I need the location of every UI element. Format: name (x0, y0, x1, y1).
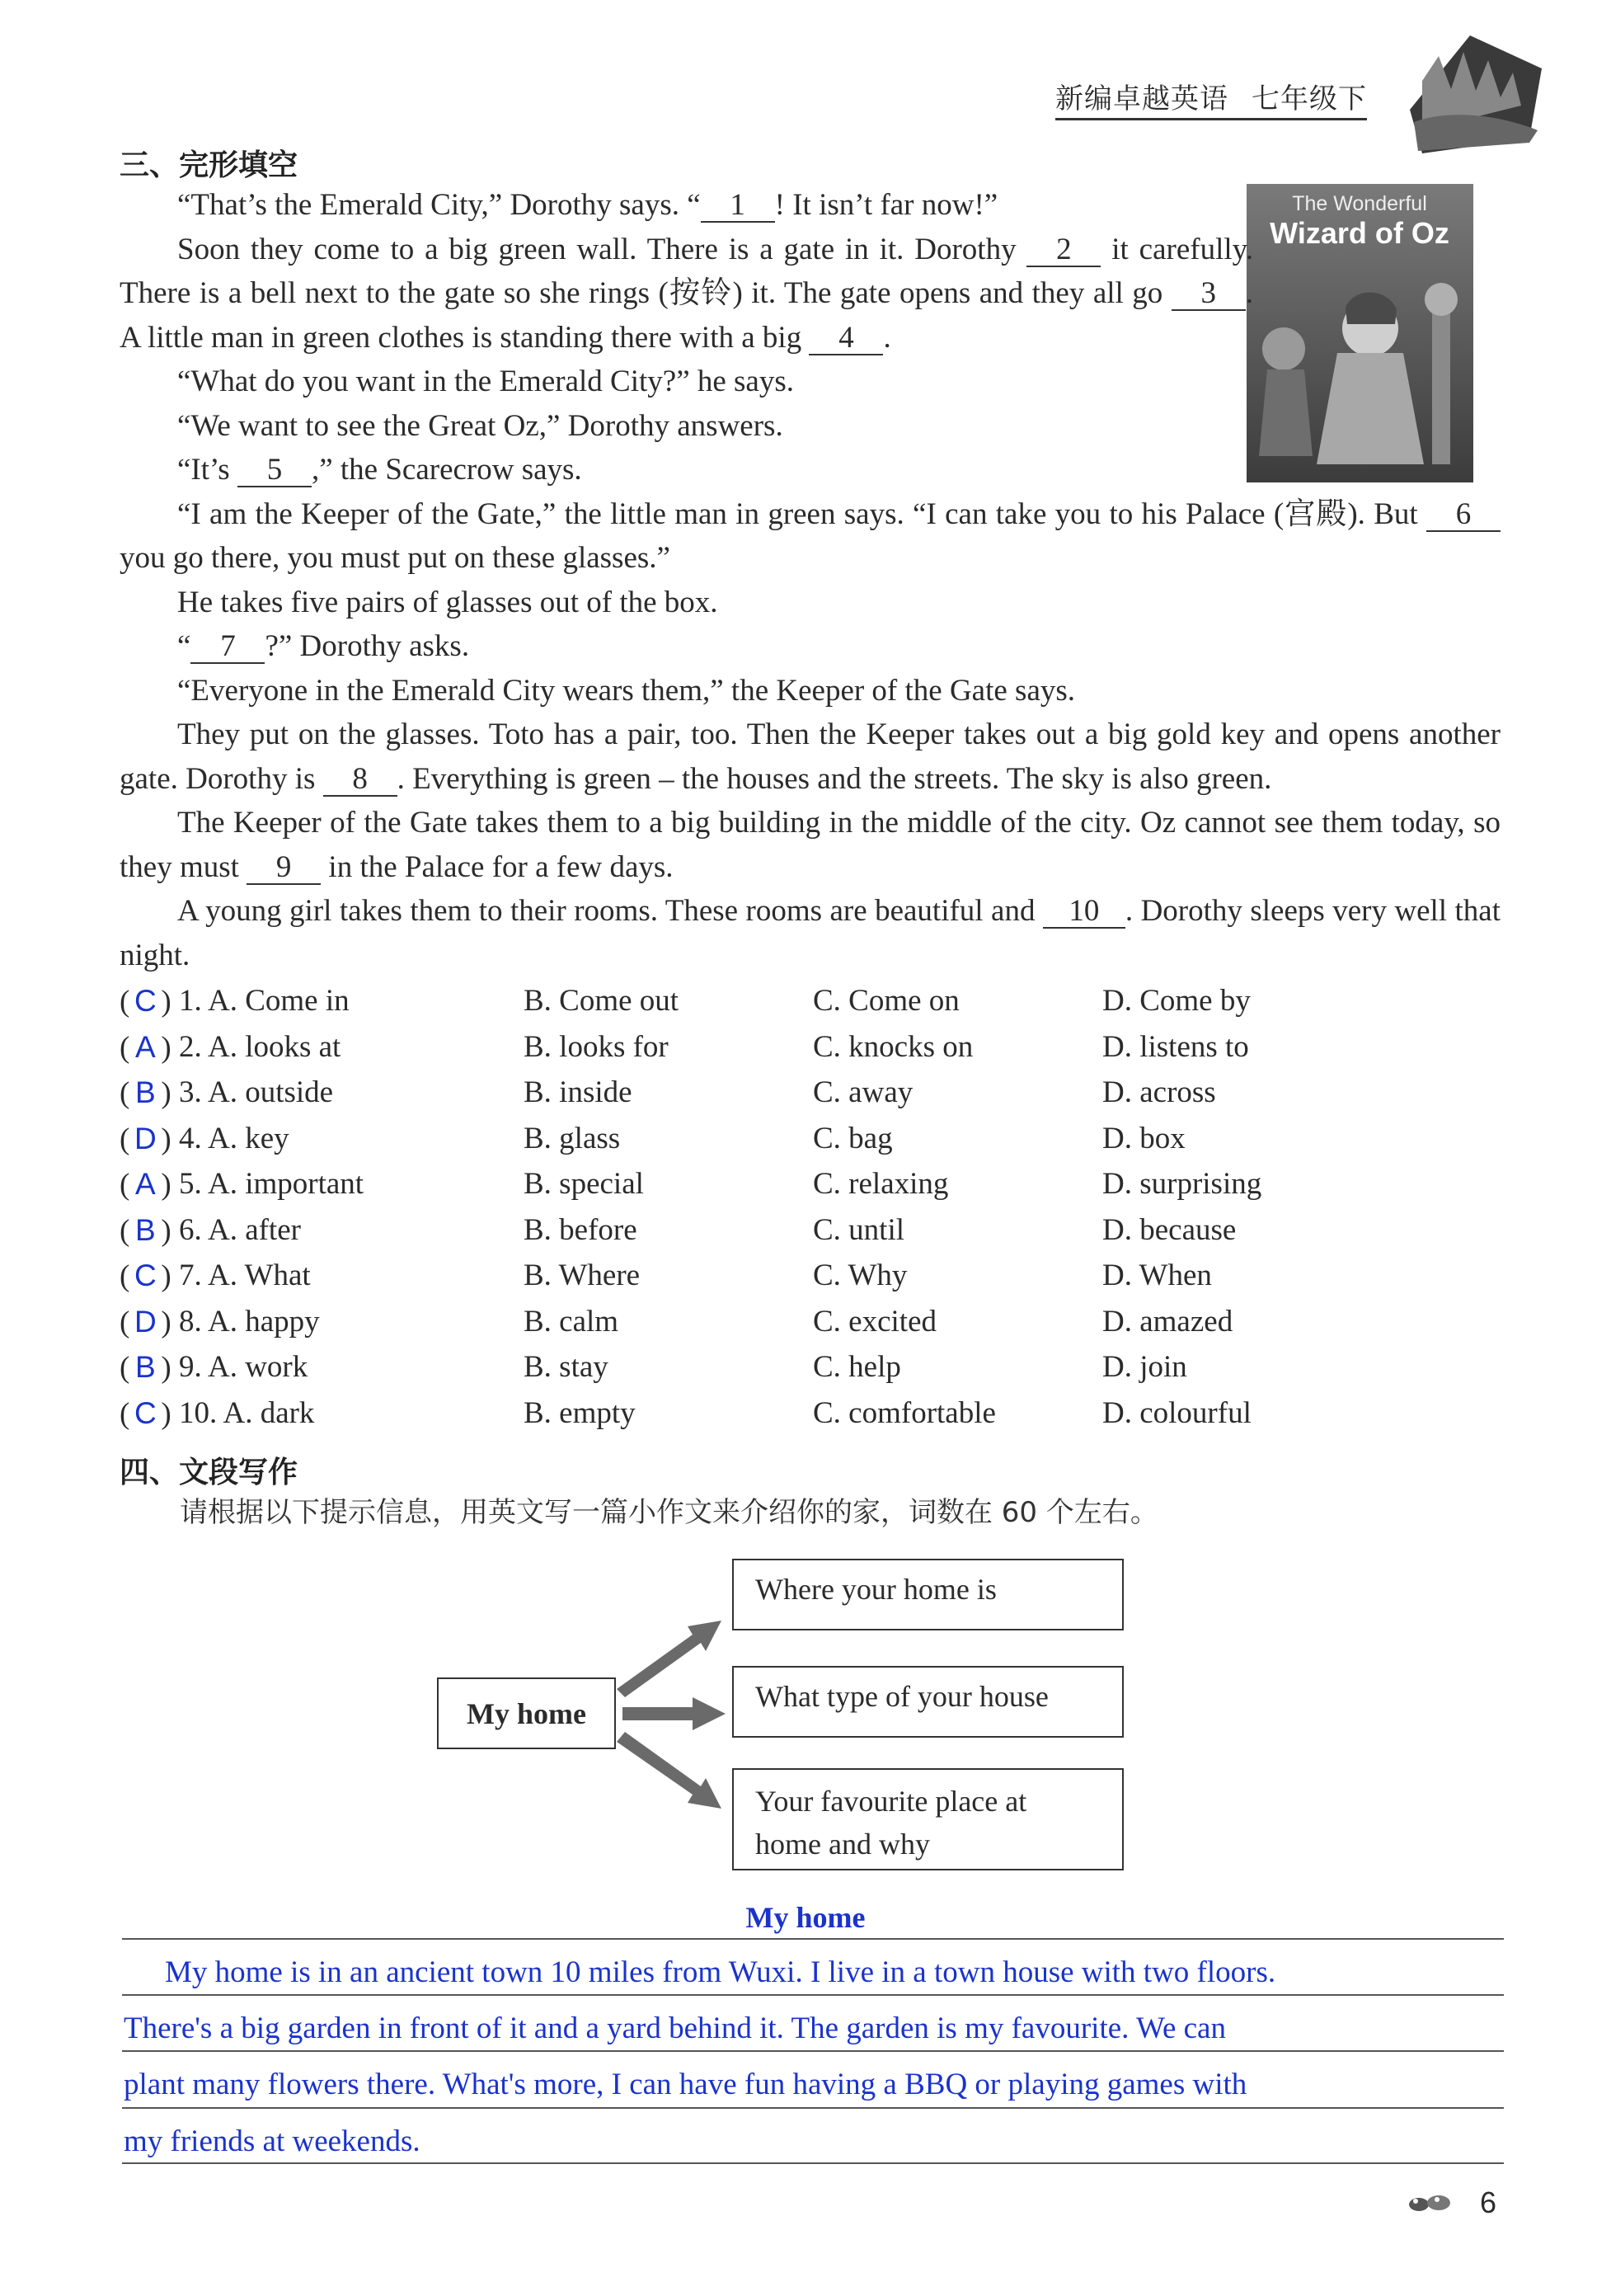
passage-text: ! It isn’t far now!” (774, 188, 998, 222)
writing-instruction: 请根据以下提示信息，用英文写一篇小作文来介绍你的家，词数在 60 个左右。 (180, 1496, 1158, 1529)
passage-text: “Everyone in the Emerald City wears them,” the Keeper of the Gate says. (177, 673, 1076, 708)
option-c: C. relaxing (813, 1167, 949, 1201)
passage-paragraph (120, 669, 1501, 713)
blank-8[interactable]: 8 (323, 764, 397, 797)
option-a-text: A. What (207, 1259, 311, 1292)
blank-1[interactable]: 1 (701, 190, 775, 223)
option-d: D. Come by (1102, 984, 1251, 1018)
passage-text: “It’s (177, 453, 237, 487)
essay-title: My home (745, 1901, 866, 1934)
option-d: D. colourful (1102, 1395, 1252, 1430)
passage-paragraph (120, 228, 1253, 360)
option-a-text: A. work (207, 1350, 308, 1384)
option-c: C. Why (813, 1259, 908, 1292)
answer-bracket: ( D ) (120, 1299, 171, 1346)
blank-4[interactable]: 4 (809, 322, 883, 355)
passage-paragraph (120, 889, 1501, 977)
option-c: C. Come on (813, 984, 960, 1018)
option-b: B. special (524, 1167, 644, 1201)
answer-letter[interactable]: C (134, 984, 157, 1018)
passage-text: The Keeper of the Gate takes them to a big building in the middle of the city. Oz cannot see them today, so they must (120, 806, 1501, 884)
option-a-text: A. after (207, 1212, 301, 1247)
question-number: 4. (179, 1121, 202, 1155)
question-row-1 (120, 978, 1439, 1024)
passage-text: . A little man in green clothes is standing there with a big (120, 276, 1253, 355)
arrow-to-favourite-icon (617, 1732, 721, 1809)
answer-bracket: ( B ) (120, 1070, 171, 1117)
book-cover-line1: The Wonderful (1292, 192, 1427, 215)
passage-text: . Dorothy sleeps very well that night. (120, 894, 1501, 972)
diagram-box-favourite-place (732, 1768, 1124, 1870)
writing-rule (122, 2050, 1504, 2052)
passage-paragraph (120, 183, 1253, 228)
answer-letter[interactable]: C (134, 1259, 157, 1292)
option-b: B. empty (524, 1395, 636, 1430)
question-number: 2. (179, 1029, 202, 1064)
option-a (179, 1344, 308, 1390)
passage-paragraph (120, 581, 1501, 625)
answer-letter[interactable]: B (134, 1350, 156, 1384)
option-a (179, 1207, 301, 1254)
diagram-box3-line2: home and why (755, 1828, 930, 1861)
option-c: C. bag (813, 1121, 893, 1155)
diagram-arrows (610, 1583, 734, 1856)
running-header (1055, 76, 1367, 120)
passage-text: in the Palace for a few days. (321, 849, 674, 884)
passage-paragraph (120, 801, 1501, 889)
answer-letter[interactable]: D (134, 1121, 157, 1155)
option-d: D. across (1102, 1075, 1216, 1109)
option-b: B. Come out (524, 984, 679, 1018)
question-row-4 (120, 1116, 1439, 1162)
option-a-text: A. Come in (207, 984, 350, 1018)
question-number: 5. (179, 1167, 202, 1201)
option-a-text: A. key (207, 1121, 289, 1155)
passage-text: “ (177, 629, 191, 663)
passage-text: He takes five pairs of glasses out of the box. (177, 585, 718, 619)
answer-letter[interactable]: C (134, 1395, 157, 1430)
answer-letter[interactable]: A (134, 1029, 156, 1064)
question-row-7 (120, 1253, 1439, 1299)
section4-title: 四、文段写作 (120, 1456, 298, 1489)
book-cover-line2: Wizard of Oz (1270, 216, 1449, 250)
essay-line-2: There's a big garden in front of it and a yard behind it. The garden is my favourite. We can (124, 2011, 1226, 2045)
passage-paragraph (120, 404, 1253, 449)
question-number: 1. (179, 984, 202, 1018)
cloze-passage (120, 183, 1501, 977)
passage-text: A young girl takes them to their rooms. These rooms are beautiful and (177, 894, 1043, 928)
arrow-to-type-icon (622, 1697, 726, 1730)
essay-line-3: plant many flowers there. What's more, I can have fun having a BBQ or playing games with (124, 2068, 1247, 2101)
option-d: D. join (1102, 1350, 1187, 1384)
answer-bracket: ( C ) (120, 978, 171, 1025)
option-a (179, 1299, 320, 1345)
option-d: D. listens to (1102, 1029, 1249, 1064)
writing-rule (122, 2107, 1504, 2109)
answer-bracket: ( C ) (120, 1390, 171, 1437)
writing-rule (122, 2162, 1504, 2164)
answer-bracket: ( C ) (120, 1253, 171, 1300)
page-number: 6 (1480, 2185, 1497, 2219)
option-a-text: A. important (207, 1167, 364, 1201)
answer-bracket: ( B ) (120, 1344, 171, 1391)
option-c: C. away (813, 1075, 914, 1109)
blank-5[interactable]: 5 (237, 454, 312, 487)
question-row-10 (120, 1390, 1439, 1437)
blank-9[interactable]: 9 (247, 852, 321, 885)
option-b: B. inside (524, 1075, 632, 1109)
option-d: D. amazed (1102, 1304, 1233, 1339)
section3-title: 三、完形填空 (120, 148, 298, 182)
passage-text: “We want to see the Great Oz,” Dorothy answers. (177, 408, 783, 443)
passage-text: it carefully. There is a bell next to the gate so she rings (按铃) it. The gate opens and they all go (120, 232, 1253, 310)
option-b: B. looks for (524, 1029, 669, 1064)
passage-text: ?” Dorothy asks. (265, 629, 470, 663)
question-number: 10. (179, 1395, 218, 1430)
passage-text: you go there, you must put on these glasses.” (120, 541, 670, 575)
answer-bracket: ( A ) (120, 1024, 171, 1071)
essay-line-4: my friends at weekends. (124, 2124, 420, 2158)
option-b: B. glass (524, 1121, 621, 1155)
diagram-box-location: Where your home is (732, 1559, 1124, 1630)
question-row-9 (120, 1344, 1439, 1390)
passage-text: . Everything is green – the houses and the streets. The sky is also green. (397, 761, 1272, 796)
writing-rule (122, 1994, 1504, 1996)
question-row-2 (120, 1024, 1439, 1070)
blank-10[interactable]: 10 (1043, 896, 1125, 929)
answer-bracket: ( B ) (120, 1207, 171, 1254)
option-a-text: A. outside (207, 1075, 334, 1109)
answer-letter[interactable]: B (134, 1075, 156, 1109)
option-c: C. comfortable (813, 1395, 996, 1430)
question-number: 7. (179, 1259, 202, 1292)
footer-decoration-icon (1406, 2191, 1454, 2214)
diagram-center-box: My home (437, 1677, 616, 1749)
answer-bracket: ( D ) (120, 1116, 171, 1163)
answer-letter[interactable]: A (134, 1167, 156, 1201)
option-a (179, 1390, 314, 1437)
diagram-box3-line1: Your favourite place at (755, 1785, 1027, 1818)
blank-6[interactable]: 6 (1426, 499, 1501, 532)
option-c: C. until (813, 1212, 905, 1247)
question-number: 3. (179, 1075, 202, 1109)
option-b: B. before (524, 1212, 637, 1247)
option-b: B. stay (524, 1350, 608, 1384)
option-a (179, 1116, 289, 1162)
blank-7[interactable]: 7 (190, 631, 265, 664)
option-c: C. excited (813, 1304, 937, 1339)
option-a (179, 1253, 311, 1299)
blank-2[interactable]: 2 (1026, 234, 1101, 267)
option-c: C. help (813, 1350, 901, 1384)
question-number: 8. (179, 1304, 202, 1339)
header-book-title: 新编卓越英语 (1055, 84, 1228, 115)
option-a-text: A. dark (223, 1395, 315, 1430)
passage-paragraph (120, 360, 1253, 404)
corner-decoration-icon (1406, 31, 1546, 155)
passage-text: . (883, 320, 891, 355)
question-row-5 (120, 1161, 1439, 1207)
essay-line-1: My home is in an ancient town 10 miles from Wuxi. I live in a town house with two floors. (165, 1955, 1276, 1989)
answer-letter[interactable]: B (134, 1212, 156, 1247)
passage-paragraph (120, 492, 1501, 581)
option-a-text: A. happy (207, 1304, 320, 1339)
question-row-3 (120, 1070, 1439, 1116)
passage-paragraph (120, 624, 1501, 669)
question-row-6 (120, 1207, 1439, 1254)
option-d: D. When (1102, 1259, 1212, 1292)
option-d: D. surprising (1102, 1167, 1262, 1201)
passage-text: “That’s the Emerald City,” Dorothy says. “ (177, 188, 701, 222)
option-b: B. Where (524, 1259, 641, 1292)
cloze-options (120, 978, 1439, 1436)
option-d: D. because (1102, 1212, 1237, 1247)
passage-text: They put on the glasses. Toto has a pair, too. Then the Keeper takes out a big gold key and opens another gate. Dorothy is (120, 718, 1501, 796)
arrow-to-location-icon (617, 1621, 721, 1697)
option-a (179, 1070, 333, 1116)
header-grade: 七年级下 (1252, 84, 1367, 115)
passage-text: “I am the Keeper of the Gate,” the little man in green says. “I can take you to his Palace (宫殿). But (177, 496, 1426, 531)
passage-paragraph (120, 448, 1253, 492)
passage-paragraph (120, 713, 1501, 801)
option-a (179, 1024, 341, 1070)
question-row-8 (120, 1299, 1439, 1345)
diagram-box-house-type: What type of your house (732, 1666, 1124, 1738)
option-a (179, 978, 350, 1024)
answer-bracket: ( A ) (120, 1161, 171, 1208)
passage-text: Soon they come to a big green wall. There is a gate in it. Dorothy (177, 232, 1027, 266)
option-a (179, 1161, 364, 1207)
blank-3[interactable]: 3 (1172, 278, 1246, 311)
option-d: D. box (1102, 1121, 1186, 1155)
passage-text: ,” the Scarecrow says. (311, 453, 582, 487)
option-a-text: A. looks at (207, 1029, 341, 1064)
answer-letter[interactable]: D (134, 1304, 157, 1339)
question-number: 9. (179, 1350, 202, 1384)
option-c: C. knocks on (813, 1029, 974, 1064)
question-number: 6. (179, 1212, 202, 1247)
writing-rule (122, 1938, 1504, 1940)
passage-text: “What do you want in the Emerald City?” he says. (177, 365, 795, 398)
option-b: B. calm (524, 1304, 619, 1339)
